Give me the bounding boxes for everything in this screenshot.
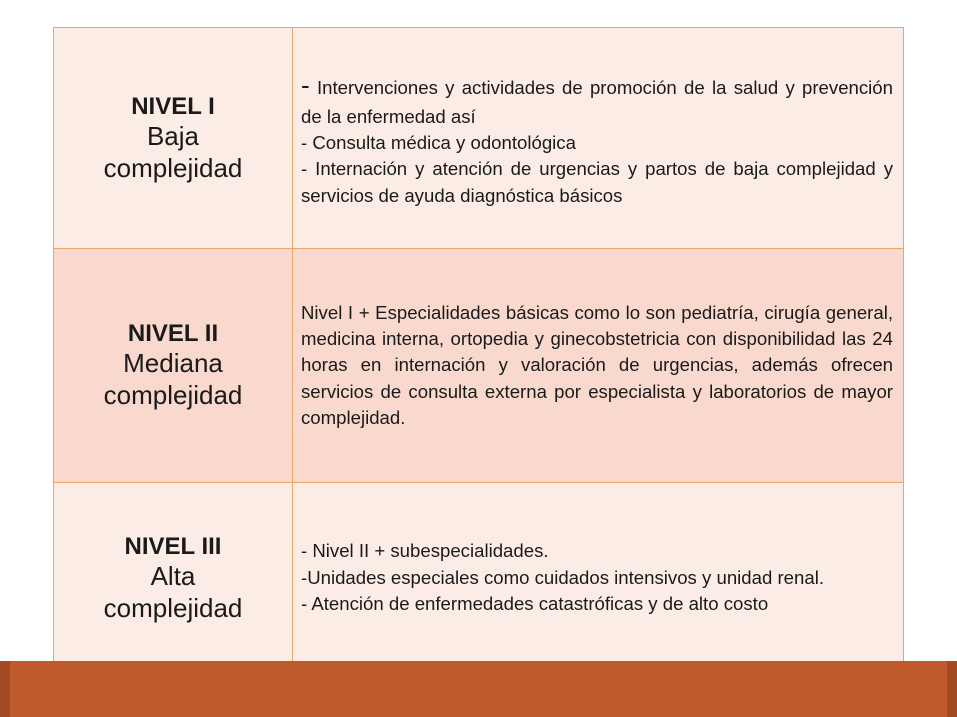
level-3-description: [293, 483, 904, 674]
level-2-description: [293, 249, 904, 483]
level-1-sub-1: Baja: [146, 120, 200, 151]
footer-bar-edge-right: [947, 661, 957, 717]
complexity-levels-table: [53, 27, 904, 674]
level-1-name: NIVEL I: [131, 92, 215, 120]
level-3-cell: [54, 483, 293, 674]
level-1-cell: [54, 28, 293, 249]
table-row: [54, 483, 904, 674]
level-3-sub-2: complejidad: [103, 592, 243, 623]
level-1-desc-line: - Consulta médica y odontológica: [301, 132, 576, 154]
footer-bar: [0, 661, 957, 717]
level-3-sub-1: Alta: [150, 560, 196, 591]
level-1-sub-2: complejidad: [103, 152, 243, 183]
level-3-desc-line: - Atención de enfermedades catastróficas y de alto costo: [301, 593, 769, 615]
level-2-cell: [54, 249, 293, 483]
table-row: [54, 28, 904, 249]
table-row: [54, 249, 904, 483]
level-2-name: NIVEL II: [127, 320, 219, 348]
level-1-description: [293, 28, 904, 249]
level-1-desc-line: - Intervenciones y actividades de promoción de la salud y prevención de la enfermedad así: [301, 69, 893, 127]
level-2-sub-1: Mediana: [123, 348, 223, 379]
level-3-name: NIVEL III: [124, 532, 222, 560]
level-3-desc-line: - Nivel II + subespecialidades.: [301, 540, 549, 562]
level-2-desc-line: Nivel I + Especialidades básicas como lo son pediatría, cirugía general, medicina interna, ortopedia y ginecobstetricia con disponibilidad las 24 horas en internación y valoración de urgencias, además ofrecen servicios de consulta externa por especialista y laboratorios de mayor complejidad.: [301, 301, 893, 429]
level-1-desc-line: - Internación y atención de urgencias y partos de baja complejidad y servicios de ayuda diagnóstica básicos: [301, 158, 893, 206]
level-3-desc-line: -Unidades especiales como cuidados intensivos y unidad renal.: [301, 566, 824, 588]
footer-bar-edge-left: [0, 661, 10, 717]
level-2-sub-2: complejidad: [103, 380, 243, 411]
